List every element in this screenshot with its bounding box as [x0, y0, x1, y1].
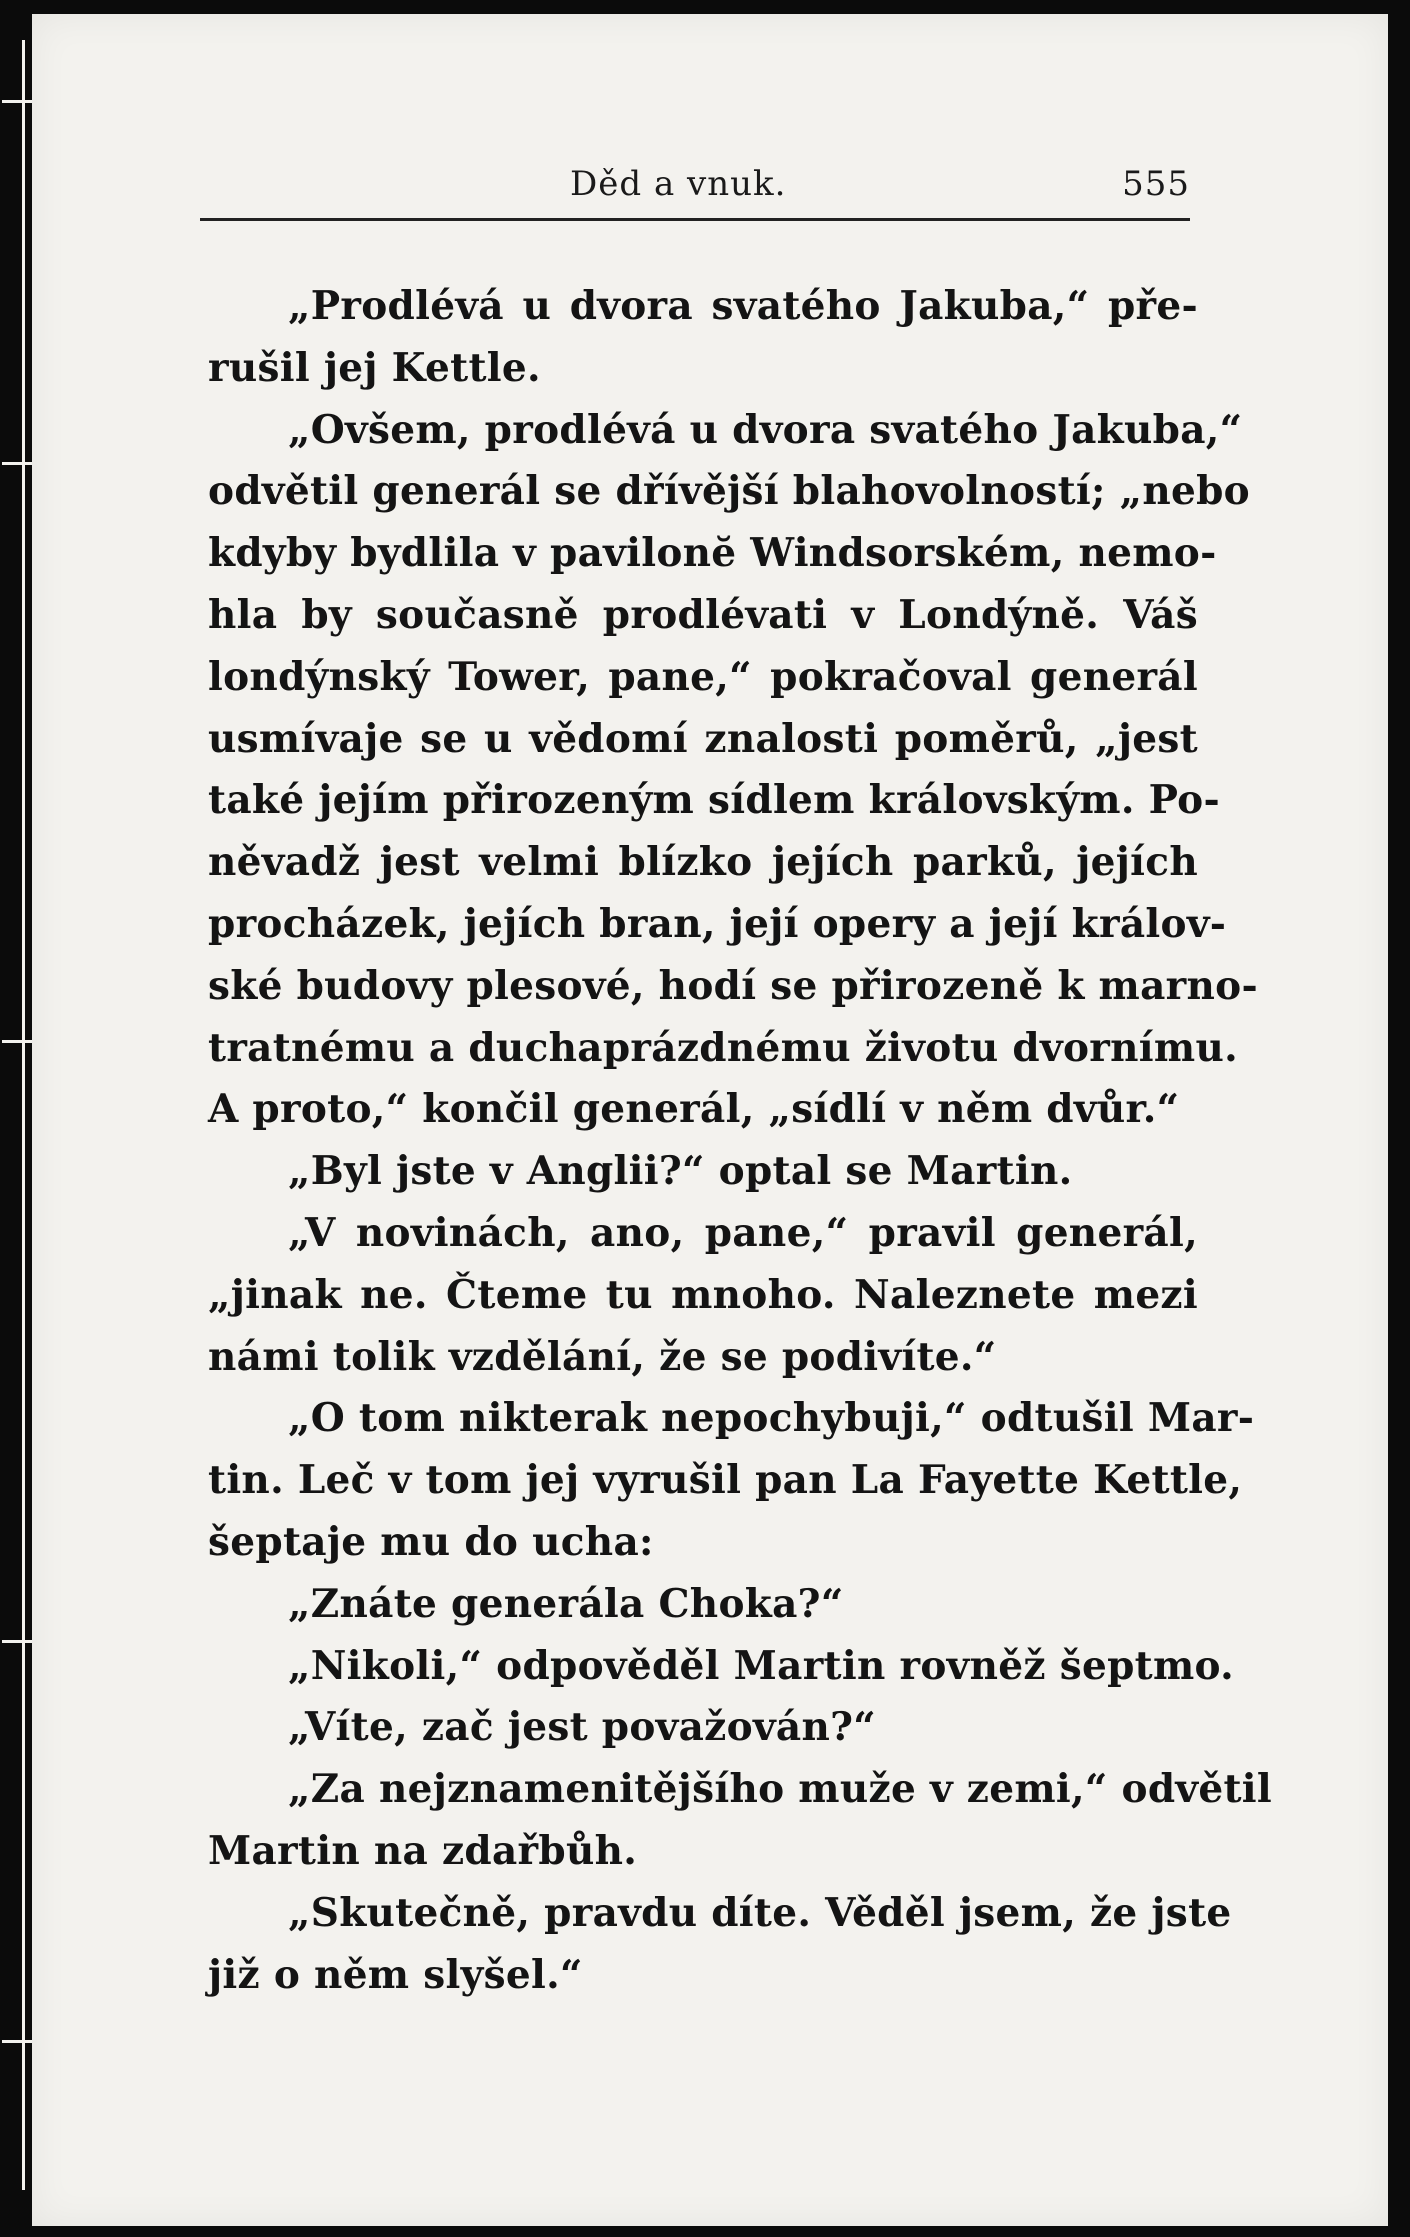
text-line: něvadž jest velmi blízko jejích parků, jejích [208, 839, 1198, 886]
text-line: „Ovšem, prodlévá u dvora svatého Jakuba,“ [288, 406, 1243, 453]
body-text [208, 276, 1273, 2006]
text-line: rušil jej Kettle. [208, 344, 541, 391]
text-line: „V novinách, ano, pane,“ pravil generál, [288, 1209, 1198, 1256]
text-line: kdyby bydlila v pavilonĕ Windsorském, nemo- [208, 530, 1217, 577]
running-title: Děd a vnuk. [570, 164, 787, 204]
text-line: „Prodlévá u dvora svatého Jakuba,“ pře- [288, 283, 1198, 329]
text-line: „Za nejznamenitějšího muže v zemi,“ odvětil [288, 1766, 1273, 1813]
text-line: „Znáte generála Choka?“ [288, 1580, 844, 1627]
text-line: odvětil generál se dřívější blahovolností; „nebo [208, 468, 1250, 515]
text-line: tratnému a duchaprázdnému životu dvornímu. [208, 1024, 1238, 1071]
text-line: šeptaje mu do ucha: [208, 1518, 654, 1565]
text-line: hla by současně prodlévati v Londýně. Váš [208, 591, 1198, 638]
text-line: tin. Leč v tom jej vyrušil pan La Fayette Kettle, [208, 1457, 1243, 1504]
text-line: „Byl jste v Anglii?“ optal se Martin. [288, 1148, 1073, 1195]
text-line: Martin na zdařbůh. [208, 1827, 638, 1874]
text-line: „O tom nikterak nepochybuji,“ odtušil Mar- [288, 1395, 1255, 1442]
text-line: také jejím přirozeným sídlem královským. Po- [208, 777, 1220, 824]
text-line: A proto,“ končil generál, „sídlí v něm dvůr.“ [208, 1086, 1180, 1133]
text-line: „Skutečně, pravdu díte. Věděl jsem, že jste [288, 1889, 1232, 1936]
text-line: „Nikoli,“ odpověděl Martin rovněž šeptmo. [288, 1642, 1235, 1689]
text-line: námi tolik vzdělání, že se podivíte.“ [208, 1333, 997, 1380]
text-line: usmívaje se u vědomí znalosti poměrů, „jest [208, 715, 1198, 762]
header-rule [200, 218, 1190, 221]
binding-edge [0, 0, 32, 2237]
page-header [170, 150, 1190, 220]
text-line: již o něm slyšel.“ [208, 1951, 583, 1998]
text-line: „Víte, zač jest považován?“ [288, 1704, 877, 1751]
text-line: ské budovy plesové, hodí se přirozeně k marno- [208, 962, 1258, 1009]
binding-line [22, 40, 25, 2190]
text-line: „jinak ne. Čteme tu mnoho. Naleznete mezi [208, 1271, 1198, 1318]
page-number: 555 [1122, 164, 1190, 204]
text-line: procházek, jejích bran, její opery a její králov- [208, 900, 1227, 947]
text-line: londýnský Tower, pane,“ pokračoval generál [208, 653, 1198, 700]
